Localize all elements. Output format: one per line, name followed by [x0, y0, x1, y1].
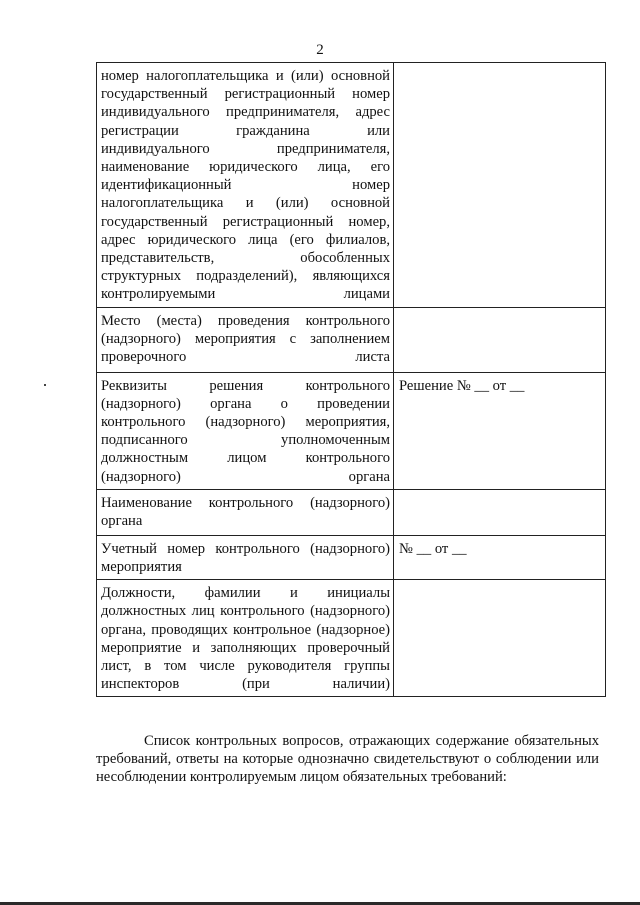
page-number: 2: [316, 42, 324, 58]
table-row: [97, 307, 606, 372]
row-label-officials: Должности, фамилии и инициалы должностных лиц контрольного (надзорного) органа, проводящих контрольное (надзорное) мероприятие и заполняющих проверочный лист, в том числе руководителя группы инспекторов (при наличии): [97, 580, 394, 697]
row-value-decision-details: Решение № __ от __: [394, 372, 606, 489]
row-label-taxpayer-details: номер налогоплательщика и (или) основной государственный регистрационный номер индивидуального предпринимателя, адрес регистрации гражданина или индивидуального предпринимателя, наименование юридического лица, его идентификационный номер налогоплательщика и (или) основной государственный регистрационный номер, адрес юридического лица (его филиалов, представительств, обособленных структурных подразделений), являющихся контролируемыми лицами: [97, 63, 394, 308]
table-row: [97, 63, 606, 308]
row-value-authority-name: [394, 489, 606, 535]
row-value-officials: [394, 580, 606, 697]
row-label-inspection-place: Место (места) проведения контрольного (надзорного) мероприятия с заполнением проверочного листа: [97, 307, 394, 372]
row-value-registration-number: № __ от __: [394, 535, 606, 579]
table-row: [97, 372, 606, 489]
row-label-authority-name: Наименование контрольного (надзорного) органа: [97, 489, 394, 535]
row-label-registration-number: Учетный номер контрольного (надзорного) мероприятия: [97, 535, 394, 579]
row-value-inspection-place: [394, 307, 606, 372]
checklist-intro-paragraph: Список контрольных вопросов, отражающих содержание обязательных требований, ответы на которые однозначно свидетельствуют о соблюдении или несоблюдении контролируемым лицом обязательных требований:: [96, 732, 599, 786]
inspection-details-table: [96, 62, 606, 697]
row-label-decision-details: Реквизиты решения контрольного (надзорного) органа о проведении контрольного (надзорного) мероприятия, подписанного уполномоченным должностным лицом контрольного (надзорного) органа: [97, 372, 394, 489]
table-row: [97, 489, 606, 535]
table-row: [97, 535, 606, 579]
table-row: [97, 580, 606, 697]
row-value-taxpayer-details: [394, 63, 606, 308]
scan-artifact: [44, 384, 46, 386]
